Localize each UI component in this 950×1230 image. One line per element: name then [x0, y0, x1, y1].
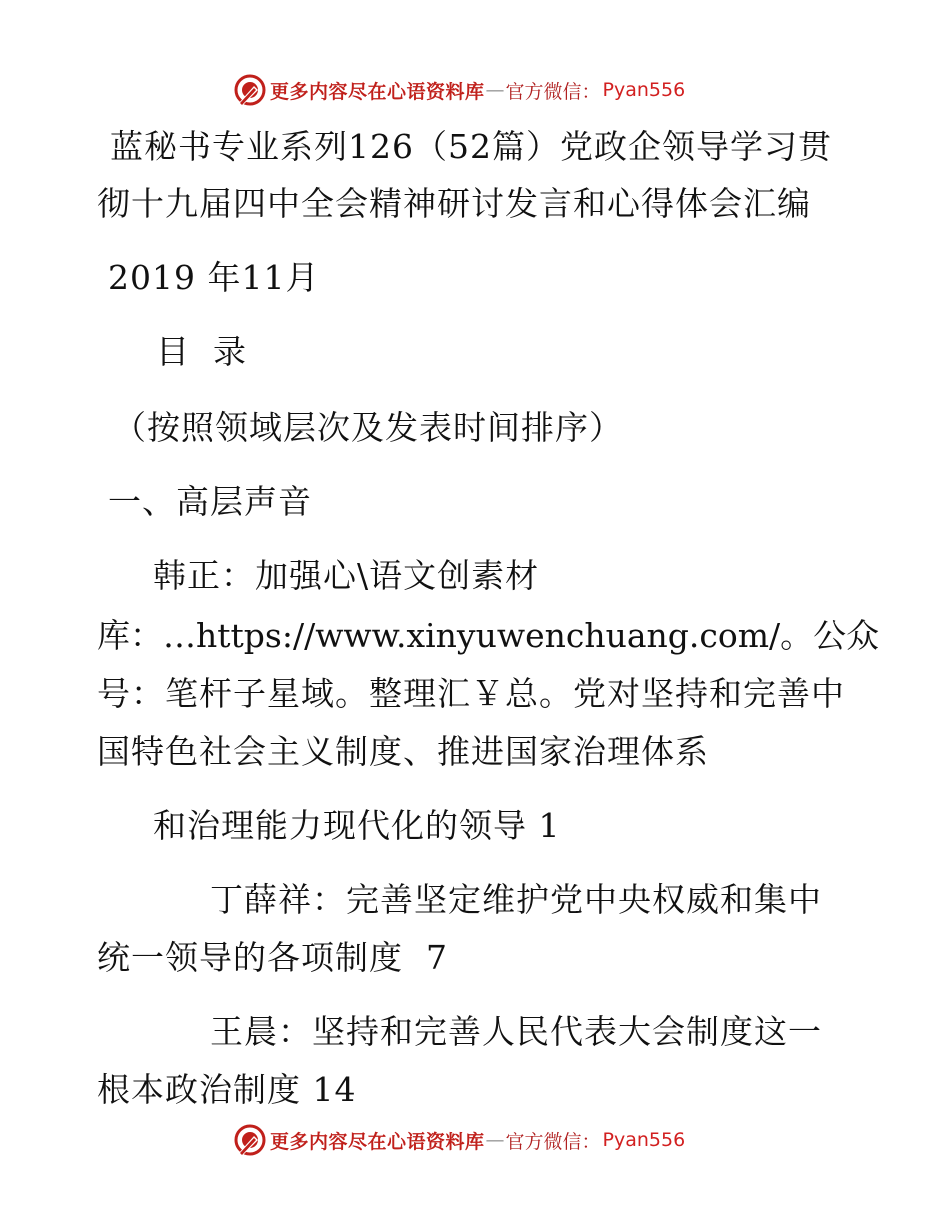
toc-entry-1-line-3: 号：笔杆子星域。整理汇￥总。党对坚持和完善中: [97, 674, 845, 713]
toc-section-1: 一、高层声音: [108, 482, 312, 521]
watermark-banner-bottom: [232, 1120, 685, 1160]
toc-entry-1-line-5: 和治理能力现代化的领导 1: [153, 806, 561, 845]
pen-logo-icon: [232, 1122, 268, 1158]
toc-entry-3-line-1: 王晨：坚持和完善人民代表大会制度这一: [210, 1012, 822, 1051]
banner-dash: —: [485, 1129, 505, 1151]
toc-entry-1-line-1: 韩正：加强心\语文创素材: [153, 556, 540, 595]
doc-date: 2019 年11月: [108, 258, 320, 297]
banner-dash: —: [485, 79, 505, 101]
toc-entry-1-line-4: 国特色社会主义制度、推进国家治理体系: [97, 732, 709, 771]
banner-wechat-id: Pyan556: [602, 1129, 686, 1151]
watermark-banner-top: [232, 70, 685, 110]
doc-title-line-2: 彻十九届四中全会精神研讨发言和心得体会汇编: [97, 184, 811, 223]
banner-text: 更多内容尽在心语资料库: [270, 80, 485, 103]
banner-wechat-label: 官方微信：: [505, 1130, 601, 1153]
banner-wechat-label: 官方微信：: [505, 80, 601, 103]
doc-title-line-1: 蓝秘书专业系列126（52篇）党政企领导学习贯: [110, 127, 832, 166]
banner-text: 更多内容尽在心语资料库: [270, 1130, 485, 1153]
toc-entry-2-line-2: 统一领导的各项制度 7: [97, 938, 448, 977]
toc-heading: 目 录: [156, 332, 247, 371]
toc-entry-2-line-1: 丁薛祥：完善坚定维护党中央权威和集中: [210, 880, 822, 919]
pen-logo-icon: [232, 72, 268, 108]
toc-entry-3-line-2: 根本政治制度 14: [97, 1070, 357, 1109]
toc-entry-1-line-2: 库：…https://www.xinyuwenchuang.com/。公众: [97, 616, 880, 655]
banner-wechat-id: Pyan556: [602, 79, 686, 101]
toc-note: （按照领域层次及发表时间排序）: [113, 408, 623, 447]
